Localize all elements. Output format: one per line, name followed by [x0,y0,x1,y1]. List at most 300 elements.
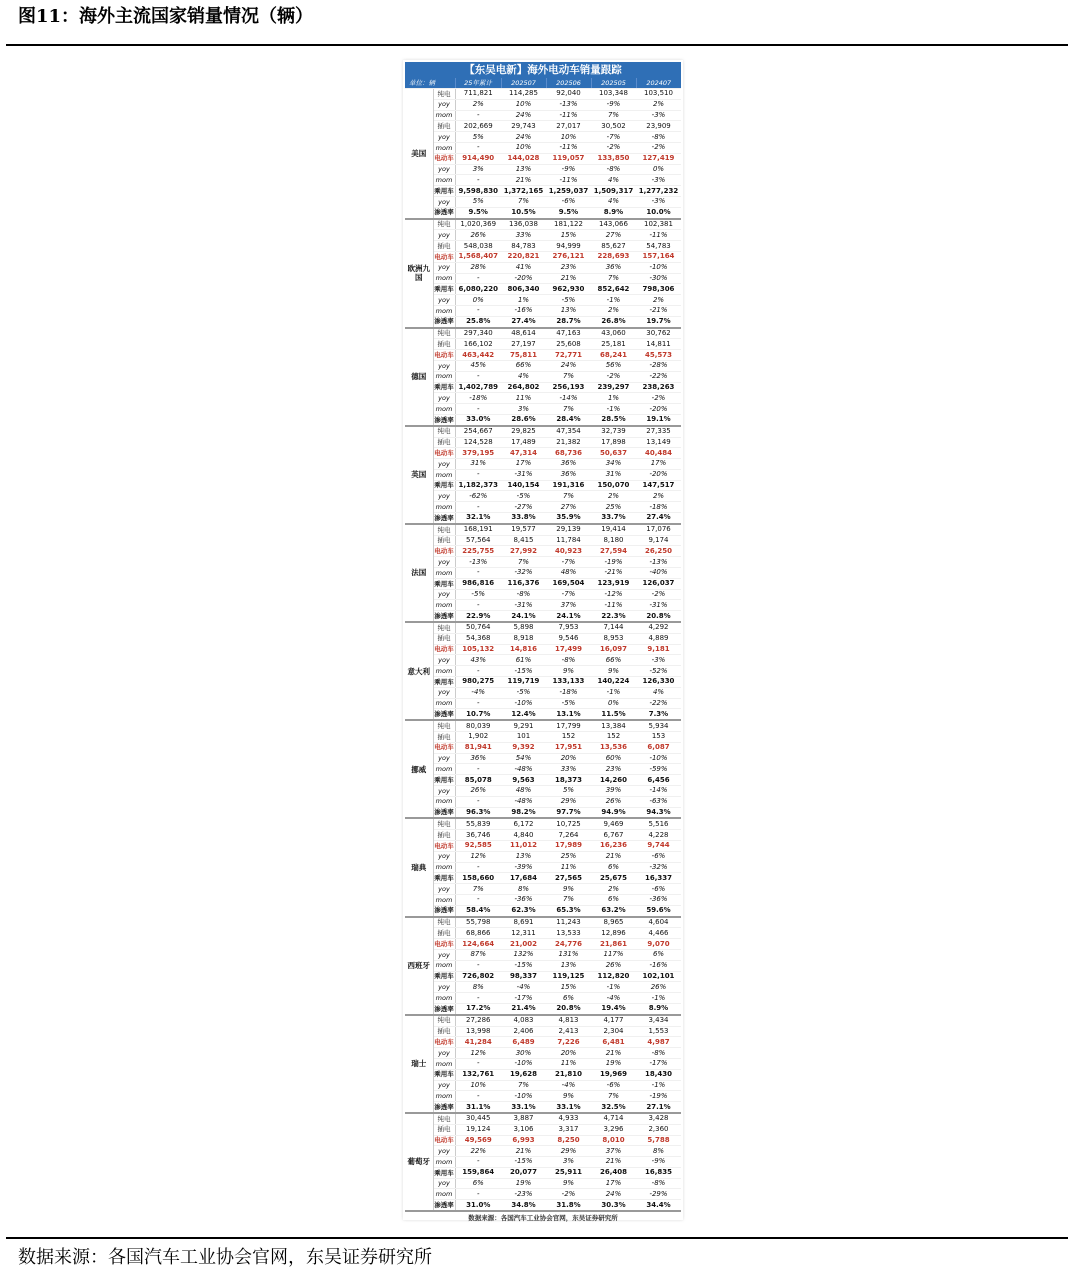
table-cell: -8% [636,132,681,143]
table-row [405,1124,681,1135]
row-label: yoy [433,851,455,862]
table-cell: 29,825 [501,426,546,437]
table-cell: -40% [636,568,681,579]
table-cell: 20.8% [546,1003,591,1014]
table-cell: 8% [455,982,501,993]
table-row [405,742,681,753]
table-cell: 80,039 [455,720,501,731]
table-cell: 9% [546,1178,591,1189]
country-name: 瑞典 [405,818,433,916]
row-label: yoy [433,164,455,175]
table-cell: -1% [591,404,636,415]
table-cell: -11% [546,175,591,186]
table-cell: 20.8% [636,611,681,622]
table-cell: 23% [591,764,636,775]
table-cell: 55,839 [455,818,501,829]
table-cell: 150,070 [591,480,636,491]
table-row [405,219,681,230]
table-cell: -9% [636,1157,681,1168]
table-cell: 26,408 [591,1167,636,1178]
table-cell: 17.2% [455,1003,501,1014]
table-cell: 58.4% [455,905,501,916]
table-cell: -13% [455,557,501,568]
table-cell: 29% [546,1146,591,1157]
table-row [405,971,681,982]
table-cell: 6% [455,1178,501,1189]
table-cell: 26% [455,786,501,797]
table-cell: 47,314 [501,448,546,459]
table-cell: 40,923 [546,546,591,557]
table-cell: 24.1% [546,611,591,622]
table-row [405,89,681,100]
table-cell: 61% [501,655,546,666]
table-cell: 7% [546,404,591,415]
table-cell: 26.8% [591,316,636,327]
table-cell: 144,028 [501,153,546,164]
table-cell: 92,585 [455,840,501,851]
table-row [405,568,681,579]
table-cell: 4% [591,196,636,207]
table-cell: 32,739 [591,426,636,437]
table-cell: 256,193 [546,382,591,393]
table-cell: 297,340 [455,328,501,339]
table-cell: -8% [636,1048,681,1059]
table-cell: 12,896 [591,928,636,939]
table-cell: 21% [591,1157,636,1168]
table-row [405,404,681,415]
table-row [405,469,681,480]
table-cell: 34% [591,459,636,470]
table-cell: 0% [636,164,681,175]
table-cell: 10.5% [501,207,546,218]
table-cell: 12% [455,851,501,862]
table-cell: 5% [455,196,501,207]
table-cell: 27.1% [636,1102,681,1113]
table-row [405,818,681,829]
table-cell: -21% [591,568,636,579]
table-cell: -39% [501,862,546,873]
table-cell: 2% [591,305,636,316]
table-cell: 25% [546,851,591,862]
table-cell: -2% [546,1189,591,1200]
table-cell: 7% [455,884,501,895]
table-row [405,698,681,709]
table-cell: 11% [546,1058,591,1069]
table-cell: - [455,1189,501,1200]
row-label: 乘用车 [434,284,454,293]
table-cell: 22.9% [455,611,501,622]
table-cell: 8,415 [501,535,546,546]
table-row [405,328,681,339]
table-cell: 37% [591,1146,636,1157]
table-cell: 2% [636,491,681,502]
country-name: 意大利 [405,622,433,720]
table-cell: 13% [546,960,591,971]
table-cell: 34.8% [501,1200,546,1211]
table-cell: 29% [546,796,591,807]
row-label: 插电 [433,928,455,939]
table-cell: 16,097 [591,644,636,655]
table-cell: 94.9% [591,807,636,818]
row-label: yoy [433,1146,455,1157]
row-label: mom [433,142,455,153]
table-cell: 9,174 [636,535,681,546]
table-row [405,677,681,688]
table-cell: 5,516 [636,818,681,829]
table-cell: 81,941 [455,742,501,753]
row-label: 纯电 [433,219,455,230]
table-cell: 21% [501,175,546,186]
table-cell: 5% [546,786,591,797]
table-row [405,459,681,470]
table-cell: 27,197 [501,339,546,350]
table-cell: 62.3% [501,905,546,916]
table-cell: 9% [591,666,636,677]
table-cell: 21,861 [591,939,636,950]
table-cell: 21,810 [546,1069,591,1080]
table-cell: 9,744 [636,840,681,851]
table-cell: 3% [546,1157,591,1168]
table-cell: 29,743 [501,121,546,132]
table-cell: 47,354 [546,426,591,437]
table-cell: 3% [501,404,546,415]
table-cell: 119,057 [546,153,591,164]
table-cell: 3,887 [501,1113,546,1124]
table-cell: 27.4% [636,513,681,524]
table-cell: 264,802 [501,382,546,393]
table-row [405,960,681,971]
table-cell: 27,594 [591,546,636,557]
table-cell: 1,277,232 [636,186,681,197]
table-row [405,1015,681,1026]
table-cell: 16,835 [636,1167,681,1178]
table-cell: 8.9% [636,1003,681,1014]
table-cell: 34.4% [636,1200,681,1211]
table-row [405,905,681,916]
table-cell: 2% [591,884,636,895]
country-name: 德国 [405,328,433,426]
table-cell: 14,260 [591,775,636,786]
table-cell: 6% [591,862,636,873]
table-row [405,939,681,950]
table-cell: 36% [546,459,591,470]
table-row [405,99,681,110]
table-cell: - [455,1157,501,1168]
table-cell: 31% [591,469,636,480]
table-cell: -18% [636,502,681,513]
table-cell: 19,124 [455,1124,501,1135]
table-cell: 28% [455,262,501,273]
row-label: yoy [433,753,455,764]
table-cell: 1,259,037 [546,186,591,197]
table-cell: -31% [501,469,546,480]
row-label: 插电 [433,437,455,448]
row-label: 电动车 [434,547,454,556]
table-cell: 7% [501,557,546,568]
table-cell: -3% [636,175,681,186]
table-row [405,993,681,1004]
row-label: 插电 [433,633,455,644]
table-cell: -29% [636,1189,681,1200]
table-cell: 6,080,220 [455,284,501,295]
table-cell: 127,419 [636,153,681,164]
table-cell: -5% [455,589,501,600]
table-row [405,830,681,841]
table-cell: -22% [636,371,681,382]
table-cell: 26% [591,960,636,971]
table-cell: 21,002 [501,939,546,950]
row-label: 纯电 [433,1113,455,1124]
table-cell: -6% [636,884,681,895]
table-cell: 852,642 [591,284,636,295]
row-label: 电动车 [434,350,454,359]
table-cell: -2% [636,393,681,404]
table-cell: 30,445 [455,1113,501,1124]
table-cell: 13,536 [591,742,636,753]
table-cell: 0% [591,698,636,709]
table-cell: 9% [546,1091,591,1102]
table-cell: 19.4% [591,1003,636,1014]
table-banner: 【东吴电新】海外电动车销量跟踪 [405,62,681,78]
table-row [405,480,681,491]
table-cell: -52% [636,666,681,677]
table-cell: 4,083 [501,1015,546,1026]
table-cell: -11% [591,600,636,611]
table-row [405,393,681,404]
table-cell: 159,864 [455,1167,501,1178]
table-cell: 22.3% [591,611,636,622]
table-cell: -9% [591,99,636,110]
table-cell: - [455,110,501,121]
table-row [405,1178,681,1189]
table-row [405,546,681,557]
table-cell: 25,181 [591,339,636,350]
table-cell: 463,442 [455,350,501,361]
table-row [405,644,681,655]
column-header: 202506 [546,78,591,89]
table-cell: 16,236 [591,840,636,851]
table-cell: -4% [455,687,501,698]
table-cell: 12% [455,1048,501,1059]
country-name: 葡萄牙 [405,1113,433,1211]
table-row [405,295,681,306]
table-row [405,491,681,502]
table-cell: 54,783 [636,241,681,252]
table-cell: -17% [636,1058,681,1069]
table-cell: 48,614 [501,328,546,339]
table-cell: 7% [591,1091,636,1102]
table-row [405,687,681,698]
table-cell: 24% [501,110,546,121]
table-cell: 24% [501,132,546,143]
table-cell: 6,993 [501,1135,546,1146]
table-cell: 19,628 [501,1069,546,1080]
row-label: 电动车 [434,252,454,261]
table-cell: 4,889 [636,633,681,644]
table-cell: -19% [591,557,636,568]
table-cell: 2% [591,491,636,502]
table-cell: 30,762 [636,328,681,339]
table-cell: 96.3% [455,807,501,818]
row-label: 插电 [433,121,455,132]
table-cell: 239,297 [591,382,636,393]
table-cell: 136,038 [501,219,546,230]
row-label: mom [433,273,455,284]
table-cell: 1,020,369 [455,219,501,230]
table-cell: 6,172 [501,818,546,829]
table-cell: 22% [455,1146,501,1157]
table-cell: 57,564 [455,535,501,546]
table-cell: -1% [591,295,636,306]
table-cell: 33% [501,230,546,241]
table-row [405,273,681,284]
table-cell: 14,816 [501,644,546,655]
table-cell: -32% [636,862,681,873]
table-cell: 10.0% [636,207,681,218]
table-cell: 4,933 [546,1113,591,1124]
table-row [405,262,681,273]
table-cell: -14% [546,393,591,404]
table-row [405,862,681,873]
table-cell: 19,414 [591,524,636,535]
table-cell: -19% [636,1091,681,1102]
table-cell: -5% [501,491,546,502]
table-cell: -16% [501,305,546,316]
table-row [405,230,681,241]
table-cell: 33.0% [455,414,501,425]
table-cell: 7.3% [636,709,681,720]
row-label: mom [433,110,455,121]
table-cell: 17,799 [546,720,591,731]
table-cell: 9,469 [591,818,636,829]
table-cell: 379,195 [455,448,501,459]
table-row [405,917,681,928]
row-label: mom [433,469,455,480]
table-cell: 6,087 [636,742,681,753]
table-cell: 15% [546,230,591,241]
table-row [405,1080,681,1091]
table-cell: 1% [591,393,636,404]
row-label: 纯电 [433,917,455,928]
table-row [405,142,681,153]
table-cell: 6,767 [591,830,636,841]
table-row [405,611,681,622]
table-cell: -31% [636,600,681,611]
table-cell: 4,714 [591,1113,636,1124]
table-cell: 4% [501,371,546,382]
row-label: 纯电 [433,328,455,339]
table-cell: - [455,600,501,611]
table-cell: 133,133 [546,677,591,688]
row-label: yoy [433,1048,455,1059]
table-cell: 11.5% [591,709,636,720]
table-cell: 13.1% [546,709,591,720]
table-cell: 66% [501,360,546,371]
table-row [405,1091,681,1102]
table-cell: 169,504 [546,578,591,589]
row-label: mom [433,796,455,807]
top-rule [6,44,1068,46]
table-cell: 8.9% [591,207,636,218]
table-cell: 13,998 [455,1026,501,1037]
table-cell: 5,788 [636,1135,681,1146]
table-cell: 157,164 [636,251,681,262]
table-cell: 123,919 [591,578,636,589]
table-cell: 17,076 [636,524,681,535]
table-cell: 9,598,830 [455,186,501,197]
table-cell: 4,177 [591,1015,636,1026]
table-cell: 16,337 [636,873,681,884]
table-row [405,732,681,743]
table-cell: 548,038 [455,241,501,252]
table-cell: - [455,698,501,709]
table-cell: 37% [546,600,591,611]
table-cell: 980,275 [455,677,501,688]
table-cell: 17,489 [501,437,546,448]
row-label: 插电 [433,830,455,841]
row-label: 电动车 [434,841,454,850]
table-row [405,316,681,327]
table-cell: 25.8% [455,316,501,327]
table-row [405,153,681,164]
table-cell: 4,840 [501,830,546,841]
table-cell: 798,306 [636,284,681,295]
row-label: mom [433,1189,455,1200]
table-cell: 4,466 [636,928,681,939]
table-row [405,753,681,764]
table-cell: 6% [546,993,591,1004]
table-cell: -59% [636,764,681,775]
table-cell: -11% [636,230,681,241]
table-cell: 49,569 [455,1135,501,1146]
table-cell: 1% [501,295,546,306]
table-cell: - [455,469,501,480]
table-row [405,557,681,568]
row-label: 乘用车 [434,972,454,981]
table-cell: 21% [591,851,636,862]
row-label: yoy [433,884,455,895]
table-cell: 19,969 [591,1069,636,1080]
table-cell: -12% [591,589,636,600]
table-cell: 8,180 [591,535,636,546]
table-row [405,589,681,600]
column-header: 202407 [636,78,681,89]
country-name: 挪威 [405,720,433,818]
table-row [405,851,681,862]
table-cell: 2% [636,295,681,306]
table-cell: - [455,502,501,513]
table-row [405,775,681,786]
figure-title: 图11：海外主流国家销量情况（辆） [18,6,314,27]
table-cell: 25% [591,502,636,513]
table-cell: 7% [546,894,591,905]
table-cell: 21.4% [501,1003,546,1014]
table-cell: -2% [636,589,681,600]
table-cell: 36% [591,262,636,273]
row-label: mom [433,993,455,1004]
table-row [405,524,681,535]
table-cell: 914,490 [455,153,501,164]
table-cell: -13% [546,99,591,110]
table-cell: -48% [501,764,546,775]
row-label: mom [433,764,455,775]
table-cell: 140,224 [591,677,636,688]
row-label: yoy [433,655,455,666]
table-cell: -31% [501,600,546,611]
row-label: mom [433,1058,455,1069]
table-cell: 8,691 [501,917,546,928]
table-cell: 114,285 [501,89,546,100]
